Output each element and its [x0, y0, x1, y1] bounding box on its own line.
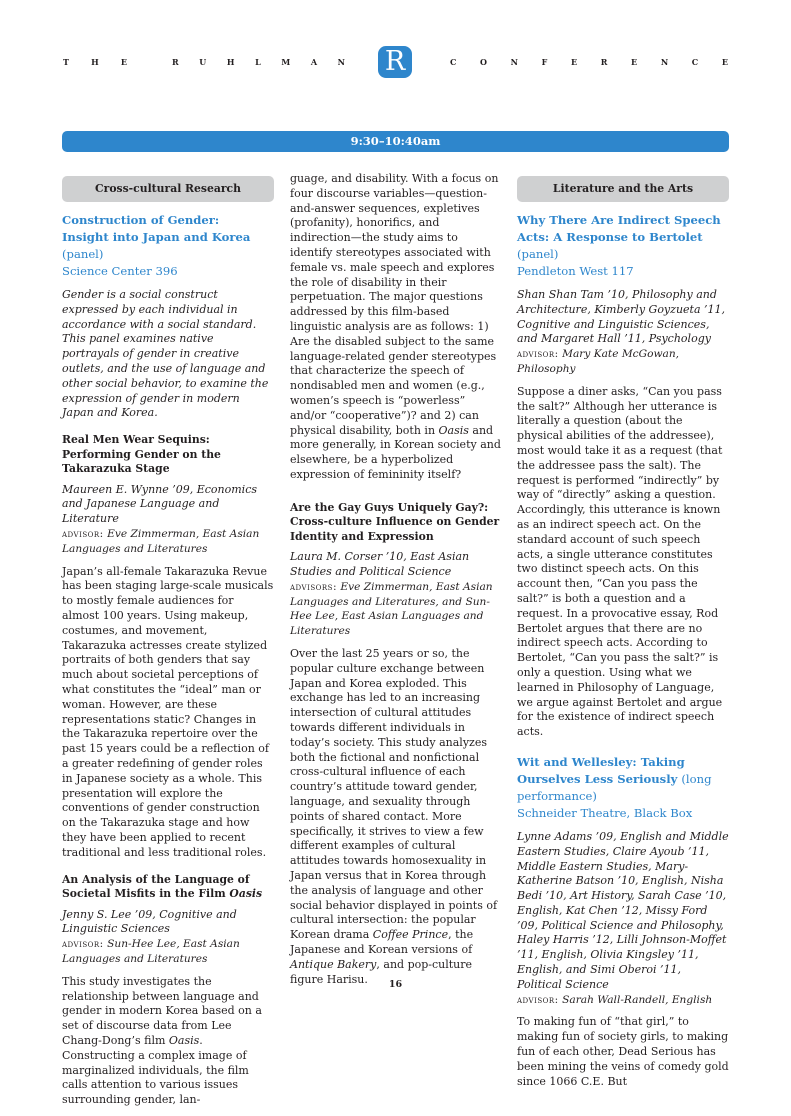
- advisor-label: advisor:: [62, 528, 104, 541]
- masthead: [0, 46, 791, 78]
- session-kind: (long performance): [517, 771, 712, 803]
- session-authors: Lynne Adams ’09, English and Middle Eastern Studies, Claire Ayoub ’11, Middle Eastern Studies, Mary-Katherine Batson ’10, English, Nisha Bedi ’10, Art History, Sarah Case ’10, English, Kat Chen ’12, Missy Ford ’09, Political Science and Philosophy, Haley Harris ’12, Lilli Johnson-Moffet ’11, English, Olivia Kingsley ’11, English, and Simi Oberoi ’11, Political Science: [517, 829, 729, 991]
- presentation-abstract: Japan’s all-female Takarazuka Revue has been staging large-scale musicals to mostly female audiences for almost 100 years. Using makeup, costumes, and movement, Takarazuka actresses create stylized portraits of both genders that say much about societal perceptions of what constitutes the “ideal” man or woman. However, are these representations static? Changes in the Takarazuka repertoire over the past 15 years could be a reflection of a greater redefining of gender roles in Japanese society as a whole. This presentation will explore the conventions of gender construction on the Takarazuka stage and how they have been applied to recent traditional and less traditional roles.: [62, 564, 274, 859]
- ruhlman-logo: R: [378, 46, 412, 78]
- advisor-label: advisor:: [517, 993, 559, 1006]
- presentation-advisor: advisor: Sun-Hee Lee, East Asian Languages and Literatures: [62, 938, 240, 965]
- session-location: Schneider Theatre, Black Box: [517, 805, 693, 820]
- presentation-authors: Jenny S. Lee ’09, Cognitive and Linguistic Sciences: [62, 907, 237, 936]
- session-location: Science Center 396: [62, 264, 178, 278]
- session-authors: Shan Shan Tam ’10, Philosophy and Architecture, Kimberly Goyzueta ’11, Cognitive and Linguistic Sciences, and Margaret Hall ’11, Psychology: [517, 288, 726, 346]
- session-title: Wit and Wellesley: Taking Ourselves Less Seriously (long performance): [517, 754, 712, 803]
- presentation-advisor: advisors: Eve Zimmerman, East Asian Languages and Literatures, and Sun-Hee Lee, East Asian Languages and Literatures: [290, 580, 493, 638]
- presentation-title: Are the Gay Guys Uniquely Gay?: Cross-culture Influence on Gender Identity and Expression: [290, 500, 500, 543]
- presentation-title: An Analysis of the Language of Societal Misfits in the Film Oasis: [62, 872, 263, 901]
- session-advisor: advisor: Sarah Wall-Randell, English: [517, 993, 713, 1006]
- presentation-authors: Laura M. Corser ’10, East Asian Studies and Political Science: [290, 550, 470, 579]
- column-continued: [290, 172, 502, 995]
- track-header: Literature and the Arts: [517, 176, 729, 202]
- presentation-abstract: Over the last 25 years or so, the popular culture exchange between Japan and Korea exploded. This exchange has led to an increasing intersection of cultural attitudes towards different individuals in today’s society. This study analyzes both the fictional and nonfictional cross-cultural influence of each country’s attitude toward gender, language, and sexuality through points of shared contact. More specifically, it strives to view a few different examples of cultural attitudes towards homosexuality in Japan versus that in Korea through the analysis of language and other social behavior displayed in points of cultural intersection: the popular Korean drama Coffee Prince, the Japanese and Korean versions of Antique Bakery, and pop-culture figure Harisu.: [290, 647, 498, 986]
- session-title-line2: Insight into Japan and Korea: [62, 230, 251, 244]
- presentation-advisor: advisor: Eve Zimmerman, East Asian Languages and Literatures: [62, 528, 260, 555]
- advisor-label: advisor:: [517, 348, 559, 361]
- column-cross-cultural: [62, 176, 274, 1116]
- session-title: [62, 212, 274, 263]
- session-abstract: To making fun of “that girl,” to making fun of society girls, to making fun of each other, Dead Serious has been mining the veins of comedy gold since 1066 C.E. But: [517, 1015, 729, 1088]
- presentation-authors: Maureen E. Wynne ’09, Economics and Japanese Language and Literature: [62, 482, 258, 526]
- session-abstract: Suppose a diner asks, “Can you pass the salt?” Although her utterance is literally a question (about the physical abilities of the addressee), most would take it as a request (that the addressee pass the salt). The request is performed “indirectly” by way of “directly” asking a question. Accordingly, this utterance is known as an indirect speech act. On the standard account of such speech acts, a single utterance constitutes two distinct speech acts. On this account then, “Can you pass the salt?” is both a question and a request. In a provocative essay, Rod Bertolet argues that there are no indirect speech acts. According to Bertolet, “Can you pass the salt?” is only a question. Using what we learned in Philosophy of Language, we argue against Bertolet and argue for the existence of indirect speech acts.: [517, 384, 723, 739]
- time-slot-banner: 9:30–10:40am: [62, 131, 729, 152]
- session-advisor: advisor: Mary Kate McGowan, Philosophy: [517, 348, 680, 375]
- advisor-label: advisors:: [290, 580, 338, 593]
- presentation-title: Real Men Wear Sequins: Performing Gender on the Takarazuka Stage: [62, 433, 221, 476]
- abstract-continuation: guage, and disability. With a focus on four discourse variables—question-and-answer sequences, expletives (profanity), honorifics, and indirection—the study aims to identify stereotypes associated with female vs. male speech and explores the role of disability in their perpetuation. The major questions addressed by this film-based linguistic analysis are as follows: 1) Are the disabled subject to the same language-related gender stereotypes that characterize the speech of nondisabled men and women (e.g., women’s speech is “powerless” and/or “cooperative”)? and 2) can physical disability, both in Oasis and more generally, in Korean society and elsewhere, be a hyperbolized expression of femininity itself?: [290, 172, 501, 481]
- masthead-word-ruhlman: R U H L M A N: [172, 57, 345, 67]
- advisor-label: advisor:: [62, 938, 104, 951]
- track-header: Cross-cultural Research: [62, 176, 274, 202]
- session-location: Pendleton West 117: [517, 264, 634, 278]
- session-kind: (panel): [62, 247, 104, 261]
- page-number: 16: [388, 979, 403, 990]
- presentation-abstract: This study investigates the relationship between language and gender in modern Korea based on a set of discourse data from Lee Chang-Dong’s film Oasis. Constructing a complex image of marginalized individuals, the film calls attention to various issues surrounding gender, lan-: [62, 974, 262, 1107]
- session-title-line1: Construction of Gender:: [62, 213, 220, 227]
- session-title: Why There Are Indirect Speech Acts: A Response to Bertolet (panel): [517, 213, 721, 261]
- masthead-word-conference: C O N F E R E N C E: [450, 57, 728, 67]
- masthead-word-the: T H E: [63, 57, 127, 67]
- session-kind: (panel): [517, 247, 559, 261]
- column-literature-arts: [517, 176, 729, 1097]
- session-description: Gender is a social construct expressed by each individual in accordance with a social standard. This panel examines native portrayals of gender in creative outlets, and the use of language and other social behavior, to examine the expression of gender in modern Japan and Korea.: [62, 288, 269, 420]
